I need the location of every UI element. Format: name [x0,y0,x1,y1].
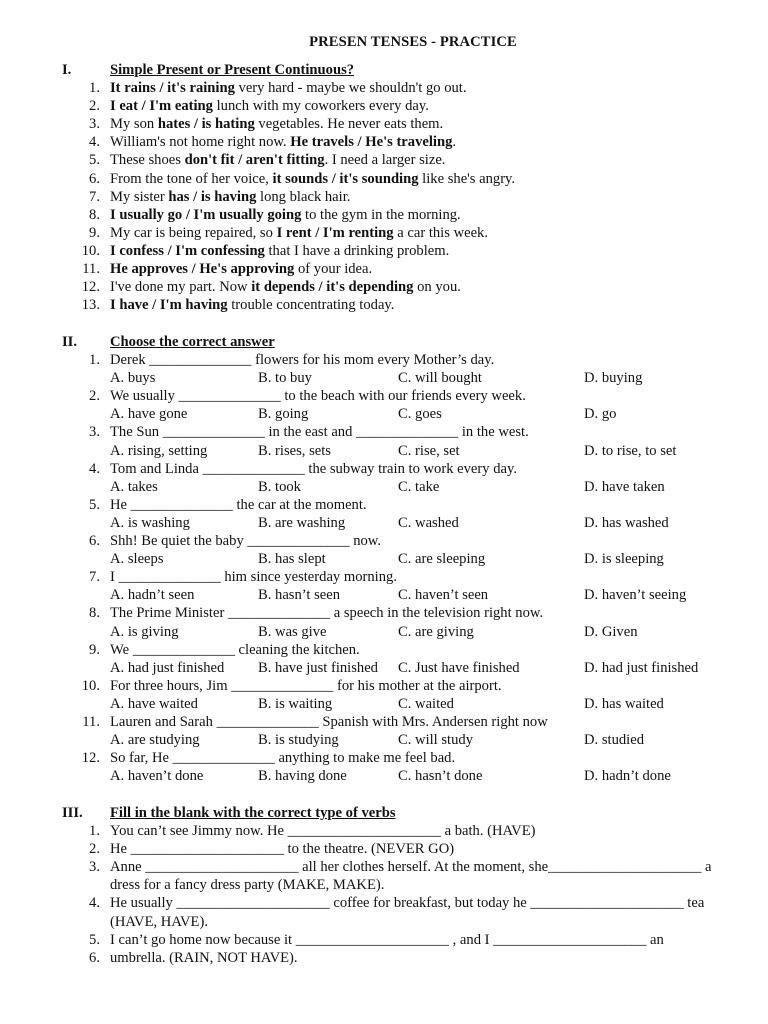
section-title: Simple Present or Present Continuous? [110,62,355,78]
answer-options [0,695,768,713]
text-fragment: to the gym in the morning. [301,206,461,223]
item-line: He _____________________ to the theatre. (NEVER GO) [110,841,455,858]
answer-option: A. is washing [110,514,190,531]
section-title: Fill in the blank with the correct type of verbs [110,805,396,821]
answer-option: D. is sleeping [584,551,664,568]
item-line: Anne _____________________ all her clothes herself. At the moment, she_____________________ a [110,859,712,876]
answer-options [0,586,768,604]
list-item [0,949,768,967]
question-text: We ______________ cleaning the kitchen. [110,641,360,658]
answer-option: C. washed [398,514,459,531]
item-number: 1. [89,80,100,97]
verb-choice: He approves / He's approving [110,261,295,278]
list-item [0,170,768,188]
answer-option: D. go [584,406,617,423]
section-3 [0,804,768,967]
answer-option: A. takes [110,478,158,495]
answer-option: D. buying [584,370,643,387]
item-number: 4. [89,895,100,912]
list-item [0,206,768,224]
question-number: 10. [81,677,100,694]
answer-option: A. rising, setting [110,442,208,459]
answer-option: C. haven’t seen [398,587,489,604]
item-text [110,79,768,97]
answer-options [0,369,768,387]
answer-option: A. buys [110,370,156,387]
item-text [110,242,768,260]
question-text: The Prime Minister ______________ a speech in the television right now. [110,605,544,622]
question-text: Derek ______________ flowers for his mom every Mother’s day. [110,352,495,369]
item-text [110,151,768,169]
question-number: 4. [89,460,100,477]
answer-option: C. are giving [398,623,474,640]
verb-choice: I rent / I'm renting [276,224,394,241]
item-text [110,260,768,278]
verb-choice: it sounds / it's sounding [272,170,419,187]
answer-option: D. to rise, to set [584,442,677,459]
question [0,460,768,478]
question-text: For three hours, Jim ______________ for his mother at the airport. [110,677,502,694]
question-number: 1. [89,352,100,369]
list-item [0,151,768,169]
item-text [110,206,768,224]
answer-options [0,442,768,460]
answer-option: B. is studying [258,732,339,749]
answer-option: D. have taken [584,478,665,495]
answer-option: C. waited [398,695,454,712]
text-fragment: on you. [413,279,461,296]
answer-option: D. Given [584,623,638,640]
list-item [0,894,768,930]
item-number: 7. [89,188,100,205]
answer-options [0,767,768,785]
answer-option: D. haven’t seeing [584,587,687,604]
answer-option: A. hadn’t seen [110,587,195,604]
answer-option: A. have gone [110,406,188,423]
section-number: I. [62,62,72,78]
item-line: (HAVE, HAVE). [110,913,208,930]
item-number: 5. [89,152,100,169]
verb-choice: I eat / I'm eating [110,98,213,115]
item-text [110,170,768,188]
item-line: dress for a fancy dress party (MAKE, MAKE). [110,877,385,894]
text-fragment: that I have a drinking problem. [264,242,450,259]
answer-option: A. are studying [110,732,200,749]
item-number: 2. [89,841,100,858]
text-fragment: My sister [110,188,169,205]
item-number: 4. [89,134,100,151]
item-number: 6. [89,170,100,187]
section-1 [0,61,768,314]
item-number: 3. [89,116,100,133]
text-fragment: like she's angry. [418,170,516,187]
text-fragment: From the tone of her voice, [110,170,273,187]
section-heading [0,333,768,351]
question-number: 3. [89,424,100,441]
list-item [0,97,768,115]
answer-option: A. haven’t done [110,768,204,785]
text-fragment: . I need a larger size. [324,152,446,169]
answer-option: B. are washing [258,514,346,531]
question [0,568,768,586]
answer-options [0,478,768,496]
text-fragment: These shoes [110,152,185,169]
answer-option: C. will bought [398,370,482,387]
question [0,641,768,659]
item-number: 5. [89,931,100,948]
answer-options [0,405,768,423]
item-line: You can’t see Jimmy now. He _____________________ a bath. (HAVE) [110,823,536,840]
list-item [0,242,768,260]
text-fragment: . [452,134,457,151]
question-number: 7. [89,569,100,586]
item-text [110,296,768,314]
question-number: 12. [81,750,100,767]
item-text [110,133,768,151]
question [0,496,768,514]
answer-options [0,550,768,568]
answer-option: A. had just finished [110,659,225,676]
answer-option: A. sleeps [110,551,164,568]
answer-option: B. has slept [258,551,326,568]
verb-choice: don't fit / aren't fitting [184,152,325,169]
answer-option: A. have waited [110,695,198,712]
question-number: 8. [89,605,100,622]
list-item [0,260,768,278]
list-item [0,115,768,133]
question-text: We usually ______________ to the beach with our friends every week. [110,388,526,405]
list-item [0,822,768,840]
question [0,532,768,550]
verb-choice: I confess / I'm confessing [110,242,265,259]
list-item [0,858,768,894]
verb-choice: I usually go / I'm usually going [110,206,302,223]
answer-option: D. hadn’t done [584,768,671,785]
answer-option: C. take [398,478,440,495]
question-number: 2. [89,388,100,405]
answer-option: B. is waiting [258,695,333,712]
question [0,604,768,622]
question-number: 11. [82,713,100,730]
answer-option: C. goes [398,406,442,423]
section-title: Choose the correct answer [110,334,275,350]
question-text: Shh! Be quiet the baby ______________ now. [110,533,382,550]
item-number: 12. [81,279,100,296]
item-text [110,188,768,206]
verb-choice: has / is having [168,188,257,205]
answer-option: B. rises, sets [258,442,331,459]
verb-choice: hates / is hating [157,116,255,133]
verb-choice: it depends / it's depending [251,279,414,296]
answer-option: B. hasn’t seen [258,587,341,604]
section-2 [0,333,768,785]
list-item [0,931,768,949]
question-text: He ______________ the car at the moment. [110,496,367,513]
answer-options [0,659,768,677]
question-text: Tom and Linda ______________ the subway train to work every day. [110,460,517,477]
item-line: umbrella. (RAIN, NOT HAVE). [110,949,298,966]
question [0,677,768,695]
item-number: 2. [89,98,100,115]
verb-choice: I have / I'm having [110,297,228,314]
question-number: 5. [89,496,100,513]
answer-option: B. took [258,478,301,495]
verb-choice: It rains / it's raining [110,80,235,97]
text-fragment: very hard - maybe we shouldn't go out. [234,80,467,97]
list-item [0,278,768,296]
text-fragment: My son [110,116,158,133]
section-number: III. [62,805,83,821]
list-item [0,188,768,206]
question-text: Lauren and Sarah ______________ Spanish with Mrs. Andersen right now [110,713,548,730]
list-item [0,224,768,242]
question [0,423,768,441]
item-number: 10. [81,242,100,259]
question [0,387,768,405]
answer-options [0,731,768,749]
question-text: The Sun ______________ in the east and ______________ in the west. [110,424,529,441]
answer-option: A. is giving [110,623,179,640]
page-title: PRESEN TENSES - PRACTICE [309,34,517,50]
text-fragment: a car this week. [393,224,489,241]
question-text: So far, He ______________ anything to make me feel bad. [110,750,456,767]
answer-option: B. having done [258,768,347,785]
answer-option: C. hasn’t done [398,768,483,785]
verb-choice: He travels / He's traveling [290,134,453,151]
text-fragment: long black hair. [256,188,351,205]
text-fragment: vegetables. He never eats them. [254,116,444,133]
section-heading [0,61,768,79]
answer-option: C. will study [398,732,474,749]
list-item [0,79,768,97]
item-number: 13. [81,297,100,314]
item-line: I can’t go home now because it _____________________ , and I _____________________ an [110,931,664,948]
text-fragment: lunch with my coworkers every day. [212,98,429,115]
section-number: II. [62,334,78,350]
text-fragment: of your idea. [294,261,373,278]
item-line: He usually _____________________ coffee for breakfast, but today he _____________________ tea [110,895,705,912]
answer-options [0,514,768,532]
text-fragment: My car is being repaired, so [110,224,277,241]
item-number: 1. [89,823,100,840]
section-heading [0,804,768,822]
text-fragment: William's not home right now. [110,134,291,151]
list-item [0,133,768,151]
list-item [0,840,768,858]
answer-option: C. rise, set [398,442,460,459]
question [0,351,768,369]
question [0,749,768,767]
item-number: 6. [89,949,100,966]
list-item [0,296,768,314]
item-number: 3. [89,859,100,876]
answer-option: C. Just have finished [398,659,520,676]
answer-option: D. has washed [584,514,669,531]
answer-option: B. to buy [258,370,312,387]
item-number: 8. [89,206,100,223]
answer-option: C. are sleeping [398,551,486,568]
answer-option: B. was give [258,623,327,640]
answer-option: B. have just finished [258,659,378,676]
answer-options [0,623,768,641]
item-text [110,278,768,296]
answer-option: D. had just finished [584,659,699,676]
item-number: 9. [89,224,100,241]
answer-option: D. has waited [584,695,664,712]
question-number: 6. [89,533,100,550]
item-number: 11. [82,261,100,278]
question-text: I ______________ him since yesterday morning. [110,569,397,586]
item-text [110,97,768,115]
text-fragment: trouble concentrating today. [227,297,395,314]
question-number: 9. [89,641,100,658]
answer-option: B. going [258,406,309,423]
item-text [110,224,768,242]
item-text [110,115,768,133]
question [0,713,768,731]
answer-option: D. studied [584,732,644,749]
text-fragment: I've done my part. Now [110,279,252,296]
